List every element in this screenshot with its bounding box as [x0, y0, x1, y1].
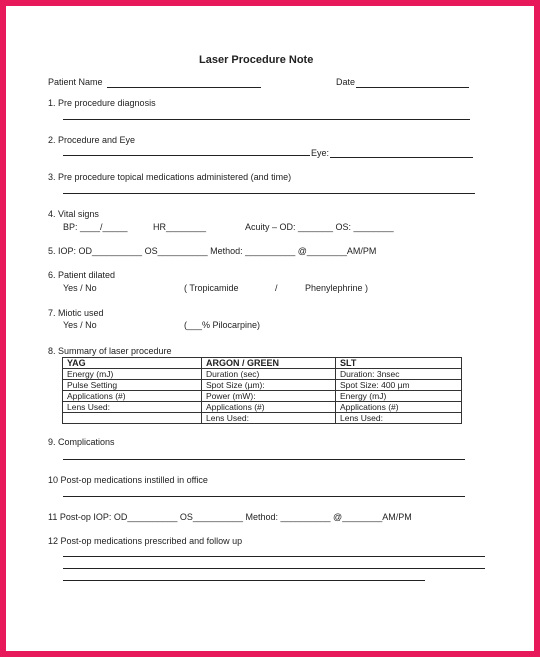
q10-label: 10 Post-op medications instilled in office: [48, 475, 208, 485]
q2-eye-field[interactable]: [330, 157, 473, 158]
table-cell-empty: [63, 413, 202, 424]
table-cell[interactable]: Power (mW):: [202, 391, 336, 402]
q3-field[interactable]: [63, 193, 475, 194]
table-cell[interactable]: Energy (mJ): [336, 391, 462, 402]
header-yag: YAG: [63, 358, 202, 369]
form-title: Laser Procedure Note: [199, 54, 314, 66]
q1-label: 1. Pre procedure diagnosis: [48, 98, 156, 108]
q6-phenylephrine[interactable]: Phenylephrine ): [305, 283, 369, 293]
q5-iop[interactable]: 5. IOP: OD__________ OS__________ Method: __________ @________AM/PM: [48, 246, 377, 256]
header-slt: SLT: [336, 358, 462, 369]
q2-label: 2. Procedure and Eye: [48, 135, 136, 145]
q9-field[interactable]: [63, 459, 465, 460]
q3-label: 3. Pre procedure topical medications administered (and time): [48, 172, 292, 182]
q12-label: 12 Post-op medications prescribed and follow up: [48, 536, 243, 546]
q6-tropicamide[interactable]: ( Tropicamide: [184, 283, 239, 293]
patient-name-field[interactable]: [107, 87, 261, 88]
table-cell[interactable]: Spot Size: 400 µm: [336, 380, 462, 391]
q9-label: 9. Complications: [48, 437, 115, 447]
table-row: [63, 380, 462, 391]
q12-field-line-1[interactable]: [63, 556, 485, 557]
table-cell[interactable]: Duration (sec): [202, 369, 336, 380]
table-row: [63, 369, 462, 380]
table-cell[interactable]: Duration: 3nsec: [336, 369, 462, 380]
q4-acuity[interactable]: Acuity – OD: _______ OS: ________: [245, 222, 394, 232]
table-cell[interactable]: Pulse Setting: [63, 380, 202, 391]
table-row: [63, 402, 462, 413]
q10-field[interactable]: [63, 496, 465, 497]
table-row: [63, 391, 462, 402]
patient-name-label: Patient Name: [48, 77, 103, 87]
table-cell[interactable]: Applications (#): [336, 402, 462, 413]
header-argon: ARGON / GREEN: [202, 358, 336, 369]
table-cell[interactable]: Energy (mJ): [63, 369, 202, 380]
table-cell[interactable]: Spot Size (µm):: [202, 380, 336, 391]
q7-yes-no[interactable]: Yes / No: [63, 320, 97, 330]
table-row: [63, 413, 462, 424]
table-cell[interactable]: Applications (#): [63, 391, 202, 402]
form-page: [6, 6, 534, 651]
q4-hr[interactable]: HR________: [153, 222, 207, 232]
q6-slash: /: [275, 283, 278, 293]
q8-label: 8. Summary of laser procedure: [48, 346, 172, 356]
q2-procedure-field[interactable]: [63, 155, 310, 156]
q12-field-line-3[interactable]: [63, 580, 425, 581]
table-cell[interactable]: Applications (#): [202, 402, 336, 413]
table-cell[interactable]: Lens Used:: [336, 413, 462, 424]
q6-label: 6. Patient dilated: [48, 270, 116, 280]
q6-yes-no[interactable]: Yes / No: [63, 283, 97, 293]
q7-pilocarpine[interactable]: (___% Pilocarpine): [184, 320, 261, 330]
date-label: Date: [336, 77, 356, 87]
q4-label: 4. Vital signs: [48, 209, 99, 219]
q12-field-line-2[interactable]: [63, 568, 485, 569]
q7-label: 7. Miotic used: [48, 308, 104, 318]
q2-eye-label: Eye:: [311, 148, 330, 158]
q11-iop[interactable]: 11 Post-op IOP: OD__________ OS__________ Method: __________ @________AM/PM: [48, 512, 412, 522]
laser-summary-table: [62, 357, 462, 424]
table-cell[interactable]: Lens Used:: [202, 413, 336, 424]
date-field[interactable]: [356, 87, 469, 88]
table-header-row: [63, 358, 462, 369]
q1-field[interactable]: [63, 119, 470, 120]
table-cell[interactable]: Lens Used:: [63, 402, 202, 413]
q4-bp[interactable]: BP: ____/_____: [63, 222, 128, 232]
